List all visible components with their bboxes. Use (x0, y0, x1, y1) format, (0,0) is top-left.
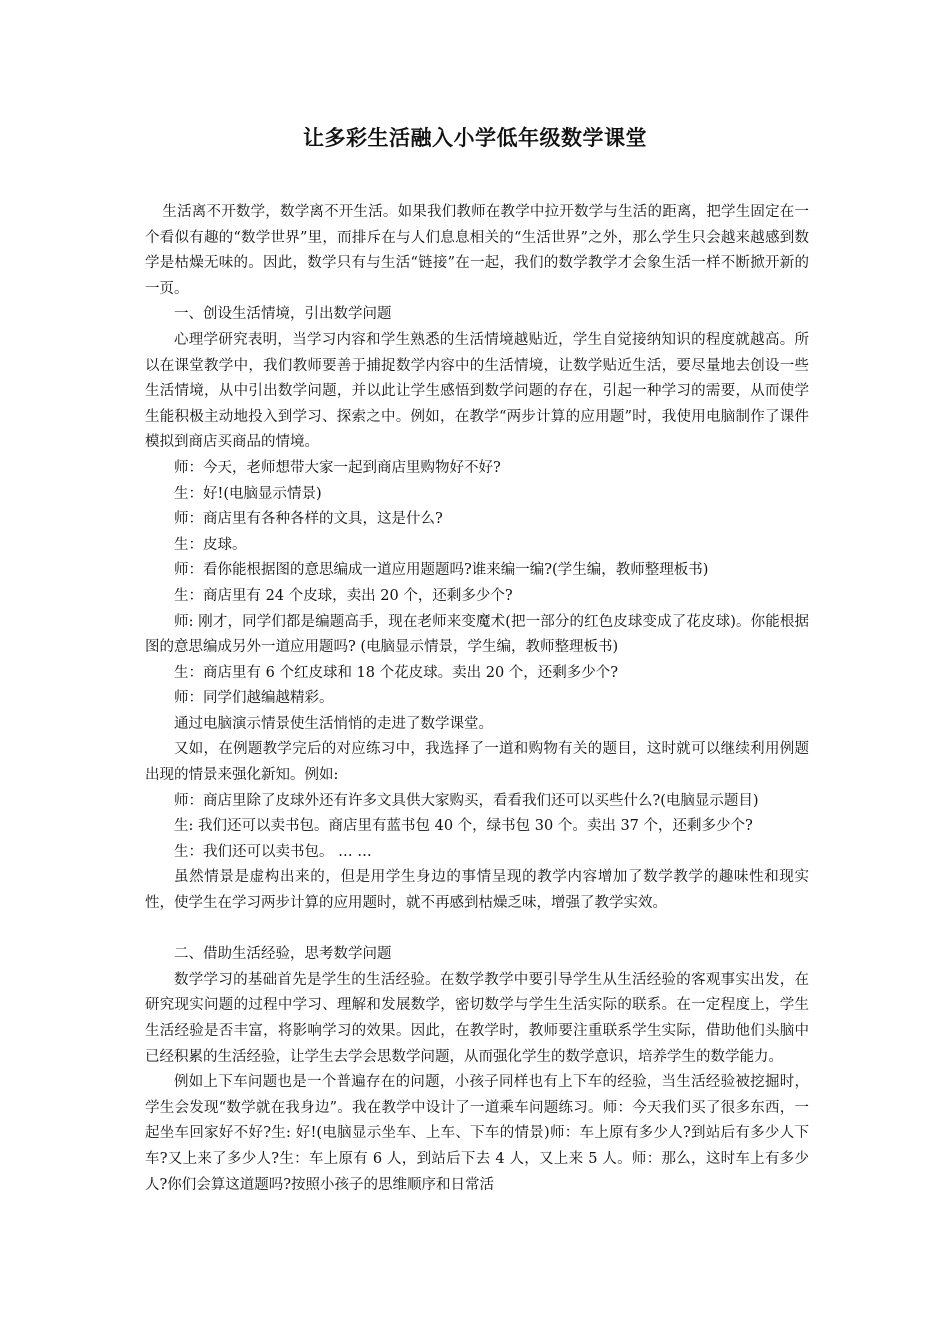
dialogue-line: 生：皮球。 (174, 536, 247, 553)
blank-line (145, 917, 809, 943)
intro-paragraph: 生活离不开数学，数学离不开生活。如果我们教师在教学中拉开数学与生活的距离，把学生固定在一个看似有趣的“数学世界”里，而排斥在与人们息息相关的“生活世界”之外，那么学生只会越来越感到数学是枯燥无味的。因此，数学只有与生活“链接”在一起，我们的数学教学才会象生活一样不断掀开新的一页。 (145, 204, 809, 297)
dialogue-line: 生：好!(电脑显示情景) (174, 485, 322, 502)
paragraph: 又如，在例题教学完后的对应练习中，我选择了一道和购物有关的题目，这时就可以继续利用例题出现的情景来强化新知。例如: (145, 741, 809, 784)
paragraph: 数学学习的基础首先是学生的生活经验。在数学教学中要引导学生从生活经验的客观事实出发，在研究现实问题的过程中学习、理解和发展数学，密切数学与学生生活实际的联系。在一定程度上，学生生活经验是否丰富，将影响学习的效果。因此，在教学时，教师要注重联系学生实际，借助他们头脑中已经积累的生活经验，让学生去学会思数学问题，从而强化学生的数学意识，培养学生的数学能力。 (145, 971, 809, 1065)
dialogue-line: 师：同学们越编越精彩。 (174, 690, 334, 707)
paragraph: 通过电脑演示情景使生活悄悄的走进了数学课堂。 (174, 715, 493, 732)
dialogue-line: 师：商店里有各种各样的文具，这是什么? (174, 511, 443, 528)
paragraph: 虽然情景是虚构出来的，但是用学生身边的事情呈现的教学内容增加了数学教学的趣味性和现实性，使学生在学习两步计算的应用题时，就不再感到枯燥乏味，增强了教学实效。 (145, 869, 809, 912)
paragraph: 例如上下车问题也是一个普遍存在的问题，小孩子同样也有上下车的经验，当生活经验被挖掘时，学生会发现“数学就在我身边”。我在教学中设计了一道乘车问题练习。师：今天我们买了很多东西，一起坐车回家好不好?生: 好!(电脑显示坐车、上车、下车的情景)师：车上原有多少人?到站后有多少人下车?又上来了多少人?生：车上原有 6 人，到站后下去 4 人，又上来 5 人。师：那么，这时车上有多少人?你们会算这道题吗?按照小孩子的思维顺序和日常活 (145, 1074, 809, 1193)
dialogue-line: 师：看你能根据图的意思编成一道应用题题吗?谁来编一编?(学生编，教师整理板书) (174, 562, 709, 579)
section-heading-2: 二、借助生活经验，思考数学问题 (174, 946, 392, 963)
dialogue-line: 生：商店里有 6 个红皮球和 18 个花皮球。卖出 20 个，还剩多少个? (174, 664, 619, 681)
document-body (145, 200, 809, 1198)
dialogue-line: 师: 刚才，同学们都是编题高手，现在老师来变魔术(把一部分的红色皮球变成了花皮球)。你能根据图的意思编成另外一道应用题吗? (电脑显示情景，学生编，教师整理板书) (145, 613, 809, 656)
document-title: 让多彩生活融入小学低年级数学课堂 (303, 125, 647, 150)
paragraph: 心理学研究表明，当学习内容和学生熟悉的生活情境越贴近，学生自觉接纳知识的程度就越高。所以在课堂教学中，我们教师要善于捕捉数学内容中的生活情境，让数学贴近生活，要尽量地去创设一些生活情境，从中引出数学问题，并以此让学生感悟到数学问题的存在，引起一种学习的需要，从而使学生能积极主动地投入到学习、探索之中。例如，在教学“两步计算的应用题”时，我使用电脑制作了课件模拟到商店买商品的情境。 (145, 331, 809, 451)
dialogue-line: 师：今天，老师想带大家一起到商店里购物好不好? (174, 459, 501, 476)
dialogue-line: 生：商店里有 24 个皮球，卖出 20 个，还剩多少个? (174, 587, 513, 604)
dialogue-line: 师：商店里除了皮球外还有许多文具供大家购买，看看我们还可以买些什么?(电脑显示题目) (174, 792, 759, 809)
dialogue-line: 生：我们还可以卖书包。 … … (174, 843, 372, 860)
section-heading-1: 一、创设生活情境，引出数学问题 (174, 306, 392, 323)
dialogue-line: 生: 我们还可以卖书包。商店里有蓝书包 40 个，绿书包 30 个。卖出 37 个，还剩多少个? (174, 818, 753, 835)
